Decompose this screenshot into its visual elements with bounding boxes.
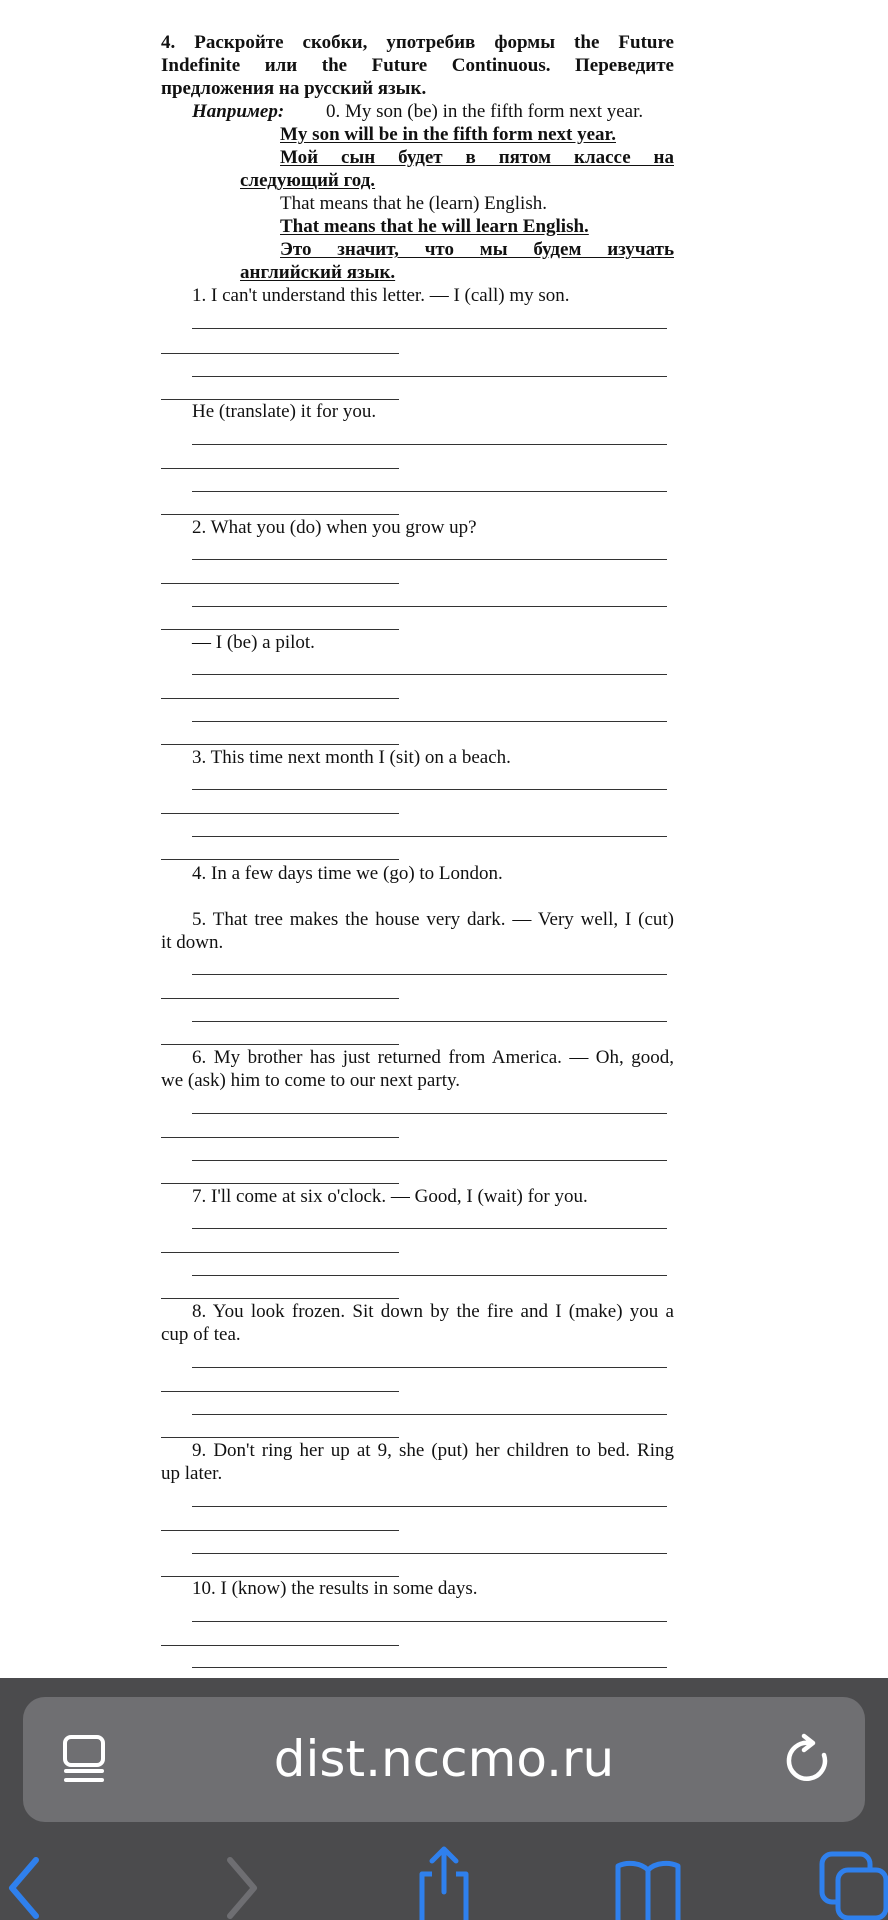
- exercise-6-line1: 6. My brother has just returned from America. — Oh, good,: [192, 1047, 674, 1068]
- share-icon[interactable]: [412, 1844, 476, 1920]
- example-translation-line1: Мой сын будет в пятом классе на: [280, 147, 674, 168]
- example-translation-2-line2: английский язык.: [240, 262, 396, 283]
- exercise-8-line1: 8. You look frozen. Sit down by the fire and I (make) you a: [192, 1301, 674, 1322]
- exercise-2-sentence-a: 2. What you (do) when you grow up?: [192, 517, 477, 538]
- example-sentence: 0. My son (be) in the fifth form next year.: [326, 101, 644, 122]
- answer-line: [161, 1252, 399, 1253]
- answer-line: [192, 444, 667, 445]
- answer-line: [161, 583, 399, 584]
- answer-line: [192, 1113, 667, 1114]
- exercise-6-line2: we (ask) him to come to our next party.: [161, 1070, 460, 1091]
- exercise-2-sentence-b: — I (be) a pilot.: [192, 632, 315, 653]
- answer-line: [161, 1391, 399, 1392]
- exercise-5-line1: 5. That tree makes the house very dark. — Very well, I (cut): [192, 909, 674, 930]
- answer-line: [192, 1621, 667, 1622]
- exercise-1-sentence-a: 1. I can't understand this letter. — I (call) my son.: [192, 285, 570, 306]
- task-heading-line3: предложения на русский язык.: [161, 78, 427, 99]
- exercise-9-line1: 9. Don't ring her up at 9, she (put) her children to bed. Ring: [192, 1440, 674, 1461]
- answer-line: [192, 1414, 667, 1415]
- answer-line: [161, 1298, 399, 1299]
- answer-line: [161, 1645, 399, 1646]
- answer-line: [161, 744, 399, 745]
- answer-line: [192, 974, 667, 975]
- url-text[interactable]: dist.nccmo.ru: [273, 1730, 615, 1788]
- answer-line: [192, 1553, 667, 1554]
- answer-line: [192, 1021, 667, 1022]
- answer-line: [161, 1437, 399, 1438]
- exercise-4-sentence: 4. In a few days time we (go) to London.: [192, 863, 503, 884]
- answer-line: [161, 353, 399, 354]
- exercise-1-sentence-b: He (translate) it for you.: [192, 401, 377, 422]
- answer-line: [161, 1183, 399, 1184]
- answer-line: [192, 559, 667, 560]
- answer-line: [192, 721, 667, 722]
- answer-line: [161, 1044, 399, 1045]
- bookmarks-icon[interactable]: [612, 1856, 684, 1920]
- exercise-3-sentence: 3. This time next month I (sit) on a beach.: [192, 747, 511, 768]
- task-heading-line2: Indefinite или the Future Continuous. Переведите: [161, 55, 674, 76]
- example-translation-line2: следующий год.: [240, 170, 376, 191]
- answer-line: [161, 1137, 399, 1138]
- answer-line: [161, 468, 399, 469]
- answer-line: [192, 1275, 667, 1276]
- answer-line: [192, 674, 667, 675]
- answer-line: [192, 1506, 667, 1507]
- answer-line: [192, 836, 667, 837]
- answer-line: [192, 606, 667, 607]
- exercise-9-line2: up later.: [161, 1463, 223, 1484]
- tabs-icon[interactable]: [818, 1850, 888, 1920]
- answer-line: [161, 629, 399, 630]
- example-answer: My son will be in the fifth form next year.: [280, 124, 616, 145]
- answer-line: [192, 328, 667, 329]
- answer-line: [161, 813, 399, 814]
- answer-line: [161, 698, 399, 699]
- back-icon[interactable]: [0, 1852, 48, 1920]
- answer-line: [161, 514, 399, 515]
- answer-line: [192, 376, 667, 377]
- task-heading-line1: 4. Раскройте скобки, употребив формы the Future: [161, 32, 674, 53]
- example-answer-2: That means that he will learn English.: [280, 216, 589, 237]
- address-bar[interactable]: [23, 1697, 865, 1822]
- answer-line: [192, 1367, 667, 1368]
- exercise-10-sentence: 10. I (know) the results in some days.: [192, 1578, 478, 1599]
- answer-line: [161, 998, 399, 999]
- answer-line: [192, 1228, 667, 1229]
- answer-line: [192, 789, 667, 790]
- example-sentence-2: That means that he (learn) English.: [280, 193, 547, 214]
- reader-icon[interactable]: [58, 1733, 110, 1785]
- forward-icon[interactable]: [218, 1852, 266, 1920]
- exercise-8-line2: cup of tea.: [161, 1324, 241, 1345]
- answer-line: [192, 491, 667, 492]
- example-label: Например:: [192, 101, 285, 122]
- answer-line: [161, 859, 399, 860]
- exercise-7-sentence: 7. I'll come at six o'clock. — Good, I (wait) for you.: [192, 1186, 588, 1207]
- reload-icon[interactable]: [780, 1733, 836, 1789]
- exercise-5-line2: it down.: [161, 932, 224, 953]
- example-translation-2-line1: Это значит, что мы будем изучать: [280, 239, 674, 260]
- answer-line: [192, 1160, 667, 1161]
- answer-line: [192, 1667, 667, 1668]
- answer-line: [161, 1530, 399, 1531]
